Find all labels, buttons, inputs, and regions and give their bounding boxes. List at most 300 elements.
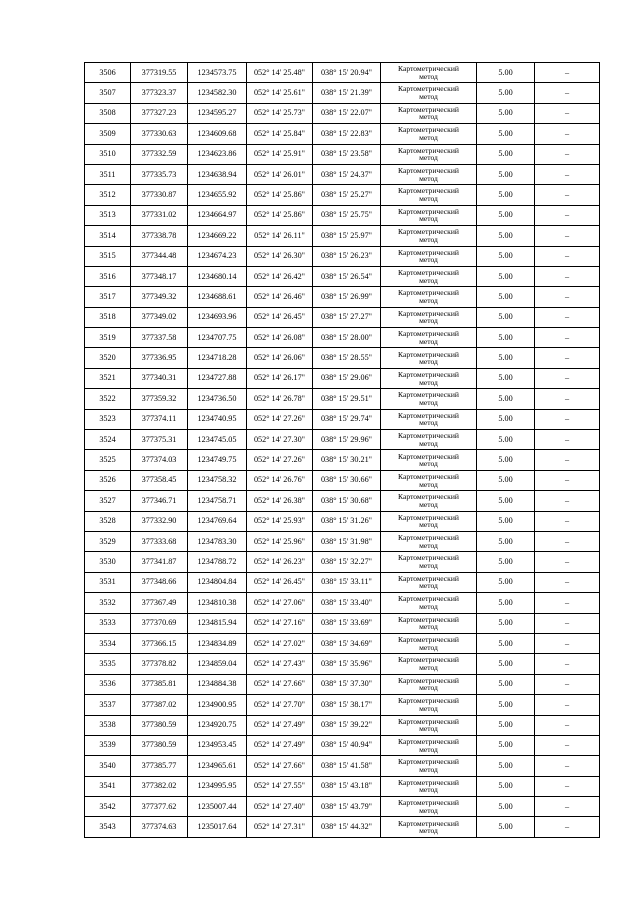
point-number-cell: 3511 — [85, 164, 131, 184]
description-cell: – — [535, 715, 600, 735]
method-line-2: метод — [419, 520, 438, 530]
point-number-cell: 3531 — [85, 572, 131, 592]
method-cell — [381, 715, 477, 735]
description-cell: – — [535, 409, 600, 429]
method-line-2: метод — [419, 785, 438, 795]
table-row — [85, 776, 600, 796]
y-coordinate-cell: 1234609.68 — [188, 124, 247, 144]
x-coordinate-cell: 377331.02 — [131, 205, 188, 225]
accuracy-cell: 5.00 — [477, 817, 535, 837]
latitude-cell: 052° 14' 25.48" — [247, 63, 313, 83]
description-cell: – — [535, 654, 600, 674]
method-line-1: Картометрический — [398, 594, 459, 604]
description-cell: – — [535, 226, 600, 246]
y-coordinate-cell: 1234623.86 — [188, 144, 247, 164]
x-coordinate-cell: 377380.59 — [131, 715, 188, 735]
longitude-cell: 038° 15' 33.40" — [313, 593, 381, 613]
method-line-2: метод — [419, 194, 438, 204]
latitude-cell: 052° 14' 27.70" — [247, 695, 313, 715]
coordinates-table — [84, 62, 600, 838]
description-cell: – — [535, 491, 600, 511]
accuracy-cell: 5.00 — [477, 328, 535, 348]
description-cell: – — [535, 450, 600, 470]
method-cell — [381, 205, 477, 225]
longitude-cell: 038° 15' 21.39" — [313, 83, 381, 103]
accuracy-cell: 5.00 — [477, 531, 535, 551]
point-number-cell: 3519 — [85, 328, 131, 348]
point-number-cell: 3513 — [85, 205, 131, 225]
method-line-1: Картометрический — [398, 553, 459, 563]
accuracy-cell: 5.00 — [477, 633, 535, 653]
x-coordinate-cell: 377349.02 — [131, 307, 188, 327]
x-coordinate-cell: 377377.62 — [131, 797, 188, 817]
x-coordinate-cell: 377335.73 — [131, 164, 188, 184]
longitude-cell: 038° 15' 38.17" — [313, 695, 381, 715]
longitude-cell: 038° 15' 29.06" — [313, 368, 381, 388]
description-cell: – — [535, 246, 600, 266]
table-row — [85, 572, 600, 592]
method-cell — [381, 185, 477, 205]
method-line-1: Картометрический — [398, 573, 459, 583]
longitude-cell: 038° 15' 43.79" — [313, 797, 381, 817]
method-line-2: метод — [419, 418, 438, 428]
description-cell: – — [535, 124, 600, 144]
x-coordinate-cell: 377380.59 — [131, 735, 188, 755]
latitude-cell: 052° 14' 27.49" — [247, 715, 313, 735]
description-cell: – — [535, 389, 600, 409]
y-coordinate-cell: 1234727.88 — [188, 368, 247, 388]
point-number-cell: 3533 — [85, 613, 131, 633]
latitude-cell: 052° 14' 27.02" — [247, 633, 313, 653]
longitude-cell: 038° 15' 29.74" — [313, 409, 381, 429]
accuracy-cell: 5.00 — [477, 83, 535, 103]
table-row — [85, 389, 600, 409]
method-line-2: метод — [419, 132, 438, 142]
table-row — [85, 287, 600, 307]
description-cell: – — [535, 572, 600, 592]
longitude-cell: 038° 15' 34.69" — [313, 633, 381, 653]
description-cell: – — [535, 695, 600, 715]
description-cell: – — [535, 430, 600, 450]
longitude-cell: 038° 15' 25.75" — [313, 205, 381, 225]
method-line-1: Картометрический — [398, 798, 459, 808]
table-row — [85, 348, 600, 368]
x-coordinate-cell: 377333.68 — [131, 531, 188, 551]
method-cell — [381, 307, 477, 327]
method-line-1: Картометрический — [398, 145, 459, 155]
latitude-cell: 052° 14' 26.06" — [247, 348, 313, 368]
longitude-cell: 038° 15' 26.23" — [313, 246, 381, 266]
table-row — [85, 552, 600, 572]
accuracy-cell: 5.00 — [477, 735, 535, 755]
description-cell: – — [535, 63, 600, 83]
method-cell — [381, 531, 477, 551]
table-row — [85, 511, 600, 531]
table-row — [85, 450, 600, 470]
method-line-2: метод — [419, 459, 438, 469]
y-coordinate-cell: 1234920.75 — [188, 715, 247, 735]
accuracy-cell: 5.00 — [477, 552, 535, 572]
method-line-1: Картометрический — [398, 818, 459, 828]
method-line-1: Картометрический — [398, 84, 459, 94]
method-cell — [381, 164, 477, 184]
longitude-cell: 038° 15' 26.99" — [313, 287, 381, 307]
accuracy-cell: 5.00 — [477, 593, 535, 613]
method-line-1: Картометрический — [398, 777, 459, 787]
description-cell: – — [535, 287, 600, 307]
latitude-cell: 052° 14' 27.30" — [247, 430, 313, 450]
x-coordinate-cell: 377348.17 — [131, 266, 188, 286]
method-cell — [381, 287, 477, 307]
point-number-cell: 3538 — [85, 715, 131, 735]
x-coordinate-cell: 377332.59 — [131, 144, 188, 164]
longitude-cell: 038° 15' 27.27" — [313, 307, 381, 327]
y-coordinate-cell: 1234736.50 — [188, 389, 247, 409]
accuracy-cell: 5.00 — [477, 491, 535, 511]
method-line-1: Картометрический — [398, 655, 459, 665]
table-row — [85, 756, 600, 776]
point-number-cell: 3529 — [85, 531, 131, 551]
point-number-cell: 3510 — [85, 144, 131, 164]
method-cell — [381, 735, 477, 755]
x-coordinate-cell: 377374.03 — [131, 450, 188, 470]
method-line-1: Картометрический — [398, 64, 459, 74]
longitude-cell: 038° 15' 35.96" — [313, 654, 381, 674]
point-number-cell: 3509 — [85, 124, 131, 144]
method-line-2: метод — [419, 561, 438, 571]
longitude-cell: 038° 15' 30.68" — [313, 491, 381, 511]
accuracy-cell: 5.00 — [477, 164, 535, 184]
point-number-cell: 3536 — [85, 674, 131, 694]
accuracy-cell: 5.00 — [477, 205, 535, 225]
method-line-2: метод — [419, 581, 438, 591]
accuracy-cell: 5.00 — [477, 797, 535, 817]
y-coordinate-cell: 1234707.75 — [188, 328, 247, 348]
longitude-cell: 038° 15' 20.94" — [313, 63, 381, 83]
x-coordinate-cell: 377358.45 — [131, 470, 188, 490]
point-number-cell: 3525 — [85, 450, 131, 470]
method-line-1: Картометрический — [398, 471, 459, 481]
x-coordinate-cell: 377332.90 — [131, 511, 188, 531]
description-cell: – — [535, 185, 600, 205]
y-coordinate-cell: 1234804.84 — [188, 572, 247, 592]
latitude-cell: 052° 14' 26.38" — [247, 491, 313, 511]
longitude-cell: 038° 15' 32.27" — [313, 552, 381, 572]
accuracy-cell: 5.00 — [477, 654, 535, 674]
y-coordinate-cell: 1234674.23 — [188, 246, 247, 266]
method-cell — [381, 511, 477, 531]
x-coordinate-cell: 377340.31 — [131, 368, 188, 388]
x-coordinate-cell: 377323.37 — [131, 83, 188, 103]
method-line-2: метод — [419, 479, 438, 489]
latitude-cell: 052° 14' 26.42" — [247, 266, 313, 286]
method-line-2: метод — [419, 112, 438, 122]
method-line-1: Картометрический — [398, 492, 459, 502]
method-cell — [381, 817, 477, 837]
y-coordinate-cell: 1234740.95 — [188, 409, 247, 429]
table-row — [85, 185, 600, 205]
latitude-cell: 052° 14' 26.45" — [247, 572, 313, 592]
accuracy-cell: 5.00 — [477, 613, 535, 633]
method-line-2: метод — [419, 92, 438, 102]
method-line-2: метод — [419, 275, 438, 285]
longitude-cell: 038° 15' 24.37" — [313, 164, 381, 184]
method-line-1: Картометрический — [398, 227, 459, 237]
latitude-cell: 052° 14' 27.43" — [247, 654, 313, 674]
y-coordinate-cell: 1234995.95 — [188, 776, 247, 796]
latitude-cell: 052° 14' 26.76" — [247, 470, 313, 490]
longitude-cell: 038° 15' 25.27" — [313, 185, 381, 205]
description-cell: – — [535, 470, 600, 490]
point-number-cell: 3542 — [85, 797, 131, 817]
y-coordinate-cell: 1234815.94 — [188, 613, 247, 633]
latitude-cell: 052° 14' 27.26" — [247, 409, 313, 429]
description-cell: – — [535, 531, 600, 551]
method-line-1: Картометрический — [398, 390, 459, 400]
method-cell — [381, 409, 477, 429]
x-coordinate-cell: 377359.32 — [131, 389, 188, 409]
method-line-1: Картометрический — [398, 329, 459, 339]
method-line-1: Картометрический — [398, 675, 459, 685]
accuracy-cell: 5.00 — [477, 348, 535, 368]
method-line-1: Картометрический — [398, 288, 459, 298]
method-line-2: метод — [419, 826, 438, 836]
method-line-1: Картометрический — [398, 104, 459, 114]
table-row — [85, 715, 600, 735]
longitude-cell: 038° 15' 28.55" — [313, 348, 381, 368]
method-cell — [381, 226, 477, 246]
longitude-cell: 038° 15' 22.07" — [313, 103, 381, 123]
x-coordinate-cell: 377341.87 — [131, 552, 188, 572]
y-coordinate-cell: 1234965.61 — [188, 756, 247, 776]
y-coordinate-cell: 1234810.38 — [188, 593, 247, 613]
y-coordinate-cell: 1234758.71 — [188, 491, 247, 511]
point-number-cell: 3512 — [85, 185, 131, 205]
method-line-2: метод — [419, 744, 438, 754]
accuracy-cell: 5.00 — [477, 246, 535, 266]
method-cell — [381, 266, 477, 286]
latitude-cell: 052° 14' 27.31" — [247, 817, 313, 837]
accuracy-cell: 5.00 — [477, 695, 535, 715]
method-cell — [381, 572, 477, 592]
method-line-1: Картометрический — [398, 736, 459, 746]
description-cell: – — [535, 633, 600, 653]
x-coordinate-cell: 377346.71 — [131, 491, 188, 511]
latitude-cell: 052° 14' 26.30" — [247, 246, 313, 266]
point-number-cell: 3518 — [85, 307, 131, 327]
x-coordinate-cell: 377382.02 — [131, 776, 188, 796]
method-line-1: Картометрический — [398, 247, 459, 257]
x-coordinate-cell: 377319.55 — [131, 63, 188, 83]
latitude-cell: 052° 14' 25.93" — [247, 511, 313, 531]
point-number-cell: 3522 — [85, 389, 131, 409]
accuracy-cell: 5.00 — [477, 756, 535, 776]
description-cell: – — [535, 552, 600, 572]
longitude-cell: 038° 15' 44.32" — [313, 817, 381, 837]
latitude-cell: 052° 14' 25.61" — [247, 83, 313, 103]
point-number-cell: 3532 — [85, 593, 131, 613]
table-row — [85, 817, 600, 837]
method-cell — [381, 491, 477, 511]
accuracy-cell: 5.00 — [477, 368, 535, 388]
y-coordinate-cell: 1234688.61 — [188, 287, 247, 307]
point-number-cell: 3517 — [85, 287, 131, 307]
method-line-1: Картометрический — [398, 431, 459, 441]
x-coordinate-cell: 377374.63 — [131, 817, 188, 837]
latitude-cell: 052° 14' 26.17" — [247, 368, 313, 388]
table-row — [85, 430, 600, 450]
method-cell — [381, 674, 477, 694]
latitude-cell: 052° 14' 26.23" — [247, 552, 313, 572]
latitude-cell: 052° 14' 25.96" — [247, 531, 313, 551]
x-coordinate-cell: 377387.02 — [131, 695, 188, 715]
method-line-2: метод — [419, 683, 438, 693]
longitude-cell: 038° 15' 41.58" — [313, 756, 381, 776]
method-cell — [381, 797, 477, 817]
description-cell: – — [535, 797, 600, 817]
accuracy-cell: 5.00 — [477, 185, 535, 205]
point-number-cell: 3508 — [85, 103, 131, 123]
table-row — [85, 226, 600, 246]
y-coordinate-cell: 1234582.30 — [188, 83, 247, 103]
method-line-2: метод — [419, 153, 438, 163]
description-cell: – — [535, 756, 600, 776]
longitude-cell: 038° 15' 33.69" — [313, 613, 381, 633]
table-row — [85, 205, 600, 225]
method-line-1: Картометрический — [398, 349, 459, 359]
longitude-cell: 038° 15' 40.94" — [313, 735, 381, 755]
y-coordinate-cell: 1234859.04 — [188, 654, 247, 674]
point-number-cell: 3534 — [85, 633, 131, 653]
method-cell — [381, 246, 477, 266]
method-line-1: Картометрический — [398, 696, 459, 706]
point-number-cell: 3528 — [85, 511, 131, 531]
method-line-1: Картометрический — [398, 206, 459, 216]
method-line-1: Картометрический — [398, 308, 459, 318]
table-row — [85, 246, 600, 266]
point-number-cell: 3527 — [85, 491, 131, 511]
description-cell: – — [535, 266, 600, 286]
x-coordinate-cell: 377385.81 — [131, 674, 188, 694]
y-coordinate-cell: 1234758.32 — [188, 470, 247, 490]
method-cell — [381, 593, 477, 613]
accuracy-cell: 5.00 — [477, 389, 535, 409]
x-coordinate-cell: 377330.63 — [131, 124, 188, 144]
x-coordinate-cell: 377330.87 — [131, 185, 188, 205]
method-line-2: метод — [419, 336, 438, 346]
description-cell: – — [535, 328, 600, 348]
y-coordinate-cell: 1234900.95 — [188, 695, 247, 715]
point-number-cell: 3530 — [85, 552, 131, 572]
point-number-cell: 3516 — [85, 266, 131, 286]
method-line-2: метод — [419, 642, 438, 652]
method-cell — [381, 124, 477, 144]
y-coordinate-cell: 1235017.64 — [188, 817, 247, 837]
method-line-1: Картометрический — [398, 757, 459, 767]
method-line-2: метод — [419, 622, 438, 632]
method-cell — [381, 430, 477, 450]
method-line-2: метод — [419, 357, 438, 367]
x-coordinate-cell: 377337.58 — [131, 328, 188, 348]
point-number-cell: 3515 — [85, 246, 131, 266]
longitude-cell: 038° 15' 33.11" — [313, 572, 381, 592]
x-coordinate-cell: 377344.48 — [131, 246, 188, 266]
method-line-2: метод — [419, 703, 438, 713]
description-cell: – — [535, 735, 600, 755]
method-cell — [381, 695, 477, 715]
method-line-1: Картометрический — [398, 125, 459, 135]
description-cell: – — [535, 817, 600, 837]
longitude-cell: 038° 15' 39.22" — [313, 715, 381, 735]
method-cell — [381, 776, 477, 796]
accuracy-cell: 5.00 — [477, 430, 535, 450]
method-line-2: метод — [419, 295, 438, 305]
method-line-2: метод — [419, 377, 438, 387]
accuracy-cell: 5.00 — [477, 776, 535, 796]
table-row — [85, 328, 600, 348]
description-cell: – — [535, 307, 600, 327]
x-coordinate-cell: 377370.69 — [131, 613, 188, 633]
description-cell: – — [535, 348, 600, 368]
method-line-1: Картометрический — [398, 533, 459, 543]
x-coordinate-cell: 377338.78 — [131, 226, 188, 246]
latitude-cell: 052° 14' 26.08" — [247, 328, 313, 348]
method-cell — [381, 144, 477, 164]
latitude-cell: 052° 14' 26.11" — [247, 226, 313, 246]
method-cell — [381, 654, 477, 674]
point-number-cell: 3537 — [85, 695, 131, 715]
method-line-2: метод — [419, 805, 438, 815]
y-coordinate-cell: 1234595.27 — [188, 103, 247, 123]
x-coordinate-cell: 377378.82 — [131, 654, 188, 674]
longitude-cell: 038° 15' 37.30" — [313, 674, 381, 694]
longitude-cell: 038° 15' 43.18" — [313, 776, 381, 796]
latitude-cell: 052° 14' 26.45" — [247, 307, 313, 327]
accuracy-cell: 5.00 — [477, 409, 535, 429]
x-coordinate-cell: 377336.95 — [131, 348, 188, 368]
latitude-cell: 052° 14' 26.46" — [247, 287, 313, 307]
table-row — [85, 103, 600, 123]
x-coordinate-cell: 377327.23 — [131, 103, 188, 123]
accuracy-cell: 5.00 — [477, 144, 535, 164]
point-number-cell: 3543 — [85, 817, 131, 837]
accuracy-cell: 5.00 — [477, 287, 535, 307]
longitude-cell: 038° 15' 31.26" — [313, 511, 381, 531]
method-line-2: метод — [419, 316, 438, 326]
table-body — [85, 63, 600, 838]
point-number-cell: 3540 — [85, 756, 131, 776]
description-cell: – — [535, 368, 600, 388]
table-row — [85, 633, 600, 653]
point-number-cell: 3541 — [85, 776, 131, 796]
table-row — [85, 307, 600, 327]
method-line-1: Картометрический — [398, 716, 459, 726]
point-number-cell: 3506 — [85, 63, 131, 83]
description-cell: – — [535, 674, 600, 694]
method-line-2: метод — [419, 540, 438, 550]
latitude-cell: 052° 14' 27.66" — [247, 674, 313, 694]
table-row — [85, 491, 600, 511]
table-row — [85, 124, 600, 144]
accuracy-cell: 5.00 — [477, 103, 535, 123]
method-cell — [381, 552, 477, 572]
y-coordinate-cell: 1235007.44 — [188, 797, 247, 817]
y-coordinate-cell: 1234953.45 — [188, 735, 247, 755]
y-coordinate-cell: 1234749.75 — [188, 450, 247, 470]
point-number-cell: 3535 — [85, 654, 131, 674]
latitude-cell: 052° 14' 27.16" — [247, 613, 313, 633]
method-line-2: метод — [419, 173, 438, 183]
